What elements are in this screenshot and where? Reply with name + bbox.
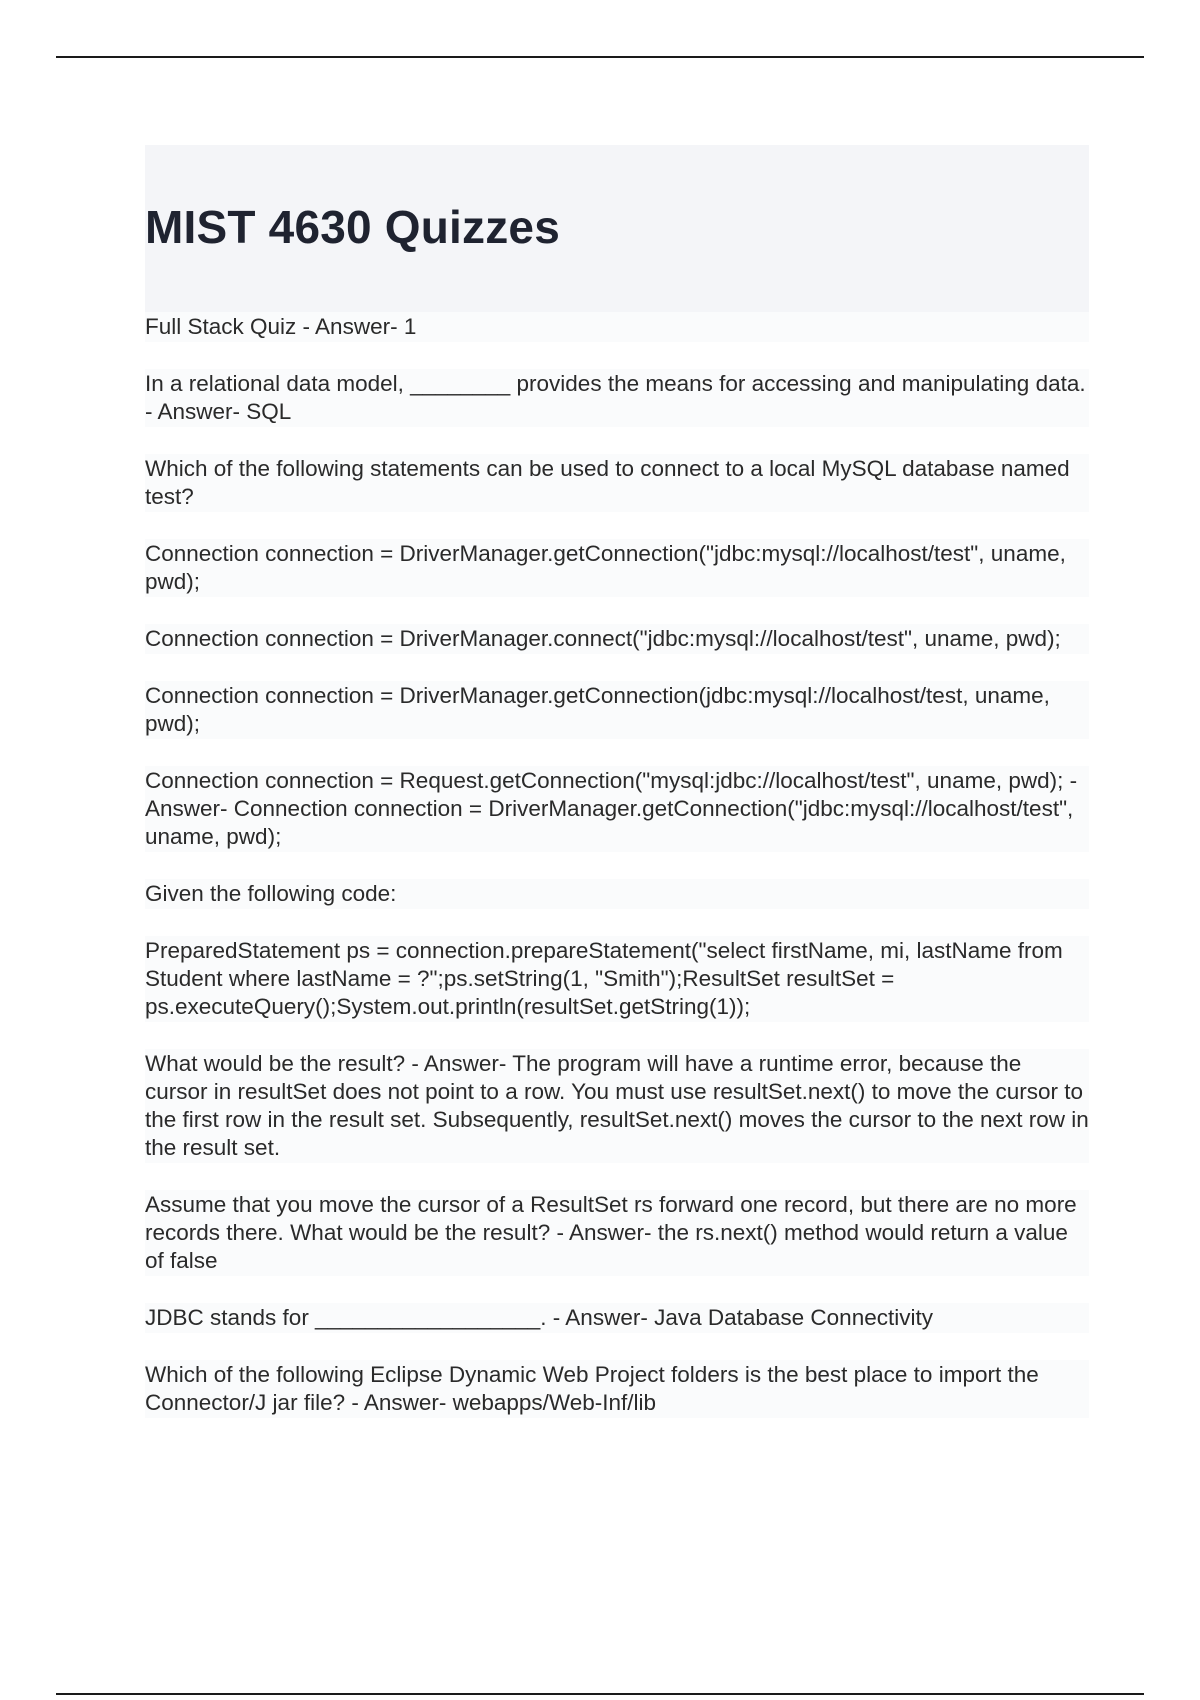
paragraph-code-snippet: PreparedStatement ps = connection.prepareStatement("select firstName, mi, lastName from Student where lastName = ?";ps.setString(1, "Smith");ResultSet resultSet = ps.executeQuery();System.out.println(resultSet.getString(1)); [145,936,1089,1022]
paragraph-quiz-heading: Full Stack Quiz - Answer- 1 [145,312,1089,342]
paragraph-jdbc: JDBC stands for __________________. - Answer- Java Database Connectivity [145,1303,1089,1333]
paragraph-option-1: Connection connection = DriverManager.getConnection("jdbc:mysql://localhost/test", uname, pwd); [145,539,1089,597]
paragraph-question-mysql-connect: Which of the following statements can be used to connect to a local MySQL database named test? [145,454,1089,512]
paragraph-option-3: Connection connection = DriverManager.getConnection(jdbc:mysql://localhost/test, uname, pwd); [145,681,1089,739]
paragraph-result-answer: What would be the result? - Answer- The program will have a runtime error, because the cursor in resultSet does not point to a row. You must use resultSet.next() to move the cursor to the first row in the result set. Subsequently, resultSet.next() moves the cursor to the next row in the result set. [145,1049,1089,1163]
paragraph-given-code: Given the following code: [145,879,1089,909]
paragraph-resultset-cursor: Assume that you move the cursor of a ResultSet rs forward one record, but there are no more records there. What would be the result? - Answer- the rs.next() method would return a value of false [145,1190,1089,1276]
document-title: MIST 4630 Quizzes [145,201,560,253]
top-rule [56,56,1144,58]
paragraph-option-2: Connection connection = DriverManager.connect("jdbc:mysql://localhost/test", uname, pwd); [145,624,1089,654]
bottom-rule [56,1693,1144,1695]
paragraph-eclipse-folder: Which of the following Eclipse Dynamic Web Project folders is the best place to import the Connector/J jar file? - Answer- webapps/Web-Inf/lib [145,1360,1089,1418]
document-body [145,312,1089,1445]
paragraph-question-sql: In a relational data model, ________ provides the means for accessing and manipulating data. - Answer- SQL [145,369,1089,427]
paragraph-option-4-answer: Connection connection = Request.getConnection("mysql:jdbc://localhost/test", uname, pwd); - Answer- Connection connection = DriverManager.getConnection("jdbc:mysql://localhost/test", uname, pwd); [145,766,1089,852]
